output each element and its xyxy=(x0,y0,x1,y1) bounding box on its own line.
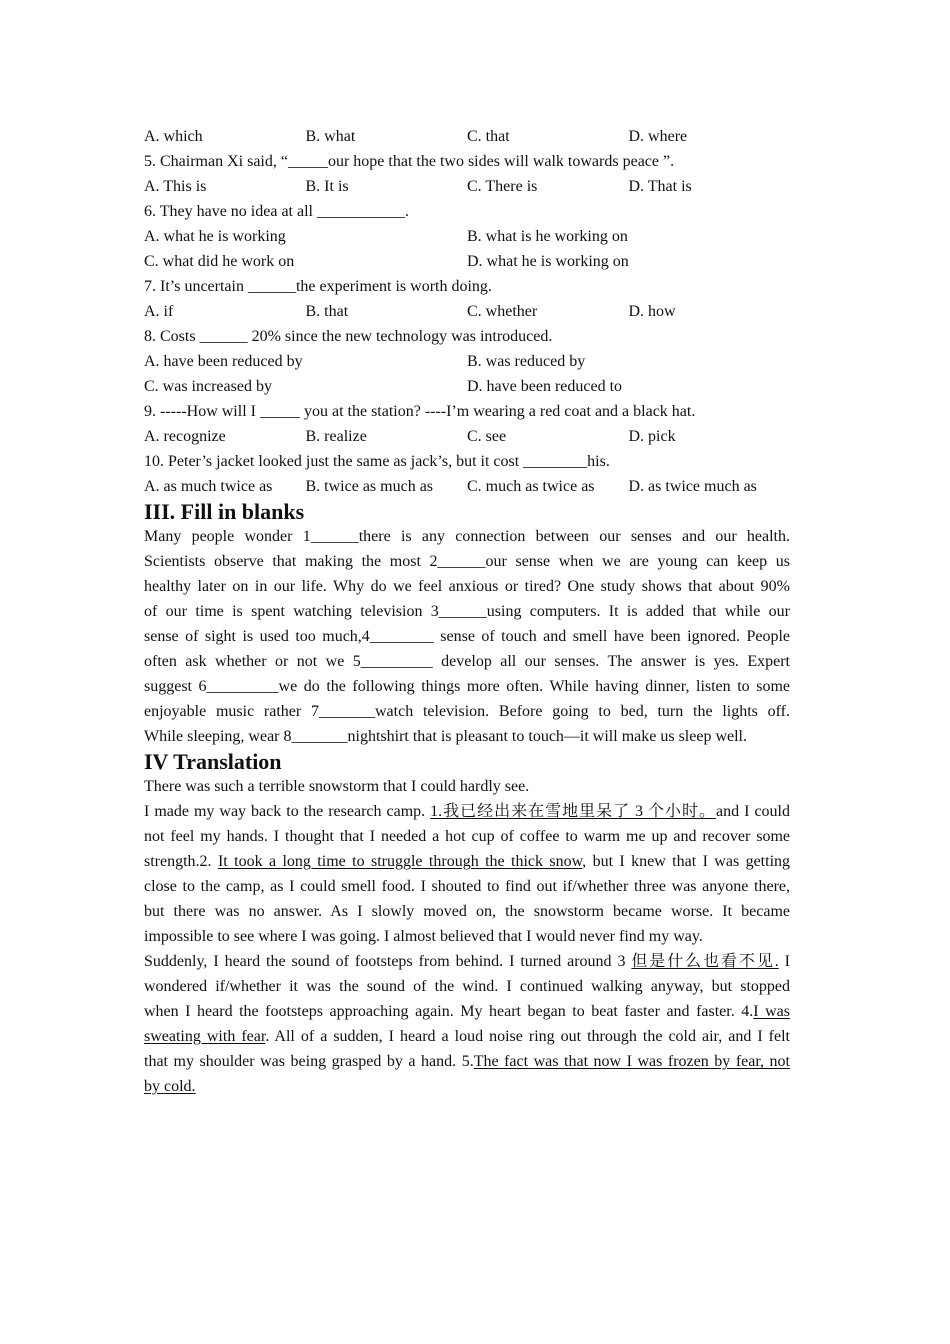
paragraph-line: often ask whether or not we 5_________ develop all our senses. The answer is yes. Expert xyxy=(144,653,790,670)
q10-options xyxy=(144,474,790,499)
option-b: B. that xyxy=(305,303,349,320)
option-d: D. as twice much as xyxy=(628,478,757,495)
section-4-paragraph xyxy=(144,774,790,1099)
paragraph-line: enjoyable music rather 7_______watch television. Before going to bed, turn the lights off. xyxy=(144,703,790,720)
option-c: C. There is xyxy=(467,178,538,195)
paragraph-line: of our time is spent watching television 3______using computers. It is added that while our xyxy=(144,603,790,620)
paragraph-line: close to the camp, as I could smell food. I shouted to find out if/whether three was anyone there, xyxy=(144,878,790,895)
translation-item-2: It took a long time to struggle through the thick snow xyxy=(217,853,583,870)
translation-item-1: 1.我已经出来在雪地里呆了 3 个小时。 xyxy=(430,803,717,820)
paragraph-line: that my shoulder was being grasped by a hand. 5.The fact was that now I was frozen by fear, not xyxy=(144,1053,790,1070)
option-a: A. have been reduced by xyxy=(144,353,303,370)
q8-options-row1 xyxy=(144,349,790,374)
paragraph-line: Scientists observe that making the most 2______our sense when we are young can keep us xyxy=(144,553,790,570)
option-d: D. where xyxy=(628,128,688,145)
section-3-heading: III. Fill in blanks xyxy=(144,499,305,524)
option-a: A. as much twice as xyxy=(144,478,273,495)
option-a: A. recognize xyxy=(144,428,226,445)
option-a: A. which xyxy=(144,128,203,145)
q7-options xyxy=(144,299,790,324)
option-d: D. pick xyxy=(628,428,676,445)
option-c: C. whether xyxy=(467,303,538,320)
section-3-paragraph xyxy=(144,524,790,749)
section-4-heading: IV Translation xyxy=(144,749,282,774)
option-c: C. that xyxy=(467,128,510,145)
paragraph-line: While sleeping, wear 8_______nightshirt that is pleasant to touch—it will make us sleep well. xyxy=(144,728,747,745)
option-d: D. what he is working on xyxy=(467,253,629,270)
option-b: B. was reduced by xyxy=(467,353,586,370)
q9-options xyxy=(144,424,790,449)
option-d: D. have been reduced to xyxy=(467,378,623,395)
q5-options xyxy=(144,174,790,199)
paragraph-line xyxy=(144,1074,790,1099)
paragraph-line: suggest 6_________we do the following things more often. While having dinner, listen to some xyxy=(144,678,790,695)
option-b: B. what xyxy=(305,128,356,145)
option-b: B. realize xyxy=(305,428,367,445)
option-b: B. It is xyxy=(305,178,349,195)
paragraph-line: There was such a terrible snowstorm that I could hardly see. xyxy=(144,778,530,795)
translation-item-5: The fact was that now I was frozen by fear, not xyxy=(473,1053,790,1070)
option-c: C. what did he work on xyxy=(144,253,295,270)
paragraph-line: Many people wonder 1______there is any connection between our senses and our health. xyxy=(144,528,790,545)
paragraph-line: Suddenly, I heard the sound of footsteps from behind. I turned around 3 但是什么也看不见. I xyxy=(144,953,790,970)
paragraph-line: sweating with fear. All of a sudden, I heard a loud noise ring out through the cold air, and I felt xyxy=(144,1028,790,1045)
paragraph-line: impossible to see where I was going. I almost believed that I would never find my way. xyxy=(144,928,703,945)
q8-options-row2 xyxy=(144,374,790,399)
question-6-stem: 6. They have no idea at all ___________. xyxy=(144,203,409,220)
translation-item-4-cont: sweating with fear xyxy=(144,1028,266,1045)
paragraph-line: strength.2. It took a long time to struggle through the thick snow, but I knew that I was getting xyxy=(144,853,790,870)
paragraph-line: sense of sight is used too much,4________ sense of touch and smell have been ignored. People xyxy=(144,628,790,645)
q6-options-row1 xyxy=(144,224,790,249)
question-10-stem: 10. Peter’s jacket looked just the same as jack’s, but it cost ________his. xyxy=(144,453,610,470)
translation-item-5-cont: by cold. xyxy=(144,1078,196,1095)
paragraph-line: I made my way back to the research camp. 1.我已经出来在雪地里呆了 3 个小时。and I could xyxy=(144,803,790,820)
worksheet-page xyxy=(144,124,790,1099)
question-9-stem: 9. -----How will I _____ you at the station? ----I’m wearing a red coat and a black hat. xyxy=(144,403,696,420)
question-7-stem: 7. It’s uncertain ______the experiment is worth doing. xyxy=(144,278,492,295)
paragraph-line: healthy later on in our life. Why do we feel anxious or tired? One study shows that about 90% xyxy=(144,578,790,595)
question-8-stem: 8. Costs ______ 20% since the new technology was introduced. xyxy=(144,328,553,345)
option-b: B. what is he working on xyxy=(467,228,628,245)
option-b: B. twice as much as xyxy=(305,478,434,495)
q4-options xyxy=(144,124,790,149)
option-c: C. was increased by xyxy=(144,378,272,395)
option-d: D. That is xyxy=(628,178,692,195)
translation-item-3: 但是什么也看不见. xyxy=(631,953,779,970)
option-a: A. This is xyxy=(144,178,207,195)
question-5-stem: 5. Chairman Xi said, “_____our hope that the two sides will walk towards peace ”. xyxy=(144,153,675,170)
paragraph-line: not feel my hands. I thought that I needed a hot cup of coffee to warm me up and recover some xyxy=(144,828,790,845)
option-d: D. how xyxy=(628,303,676,320)
option-c: C. much as twice as xyxy=(467,478,595,495)
paragraph-line: when I heard the footsteps approaching again. My heart began to beat faster and faster. 4.I was xyxy=(144,1003,790,1020)
q6-options-row2 xyxy=(144,249,790,274)
paragraph-line: wondered if/whether it was the sound of the wind. I continued walking anyway, but stopped xyxy=(144,978,790,995)
option-c: C. see xyxy=(467,428,507,445)
translation-item-4: I was xyxy=(753,1003,790,1020)
paragraph-line: but there was no answer. As I slowly moved on, the snowstorm became worse. It became xyxy=(144,903,790,920)
option-a: A. if xyxy=(144,303,174,320)
option-a: A. what he is working xyxy=(144,228,286,245)
